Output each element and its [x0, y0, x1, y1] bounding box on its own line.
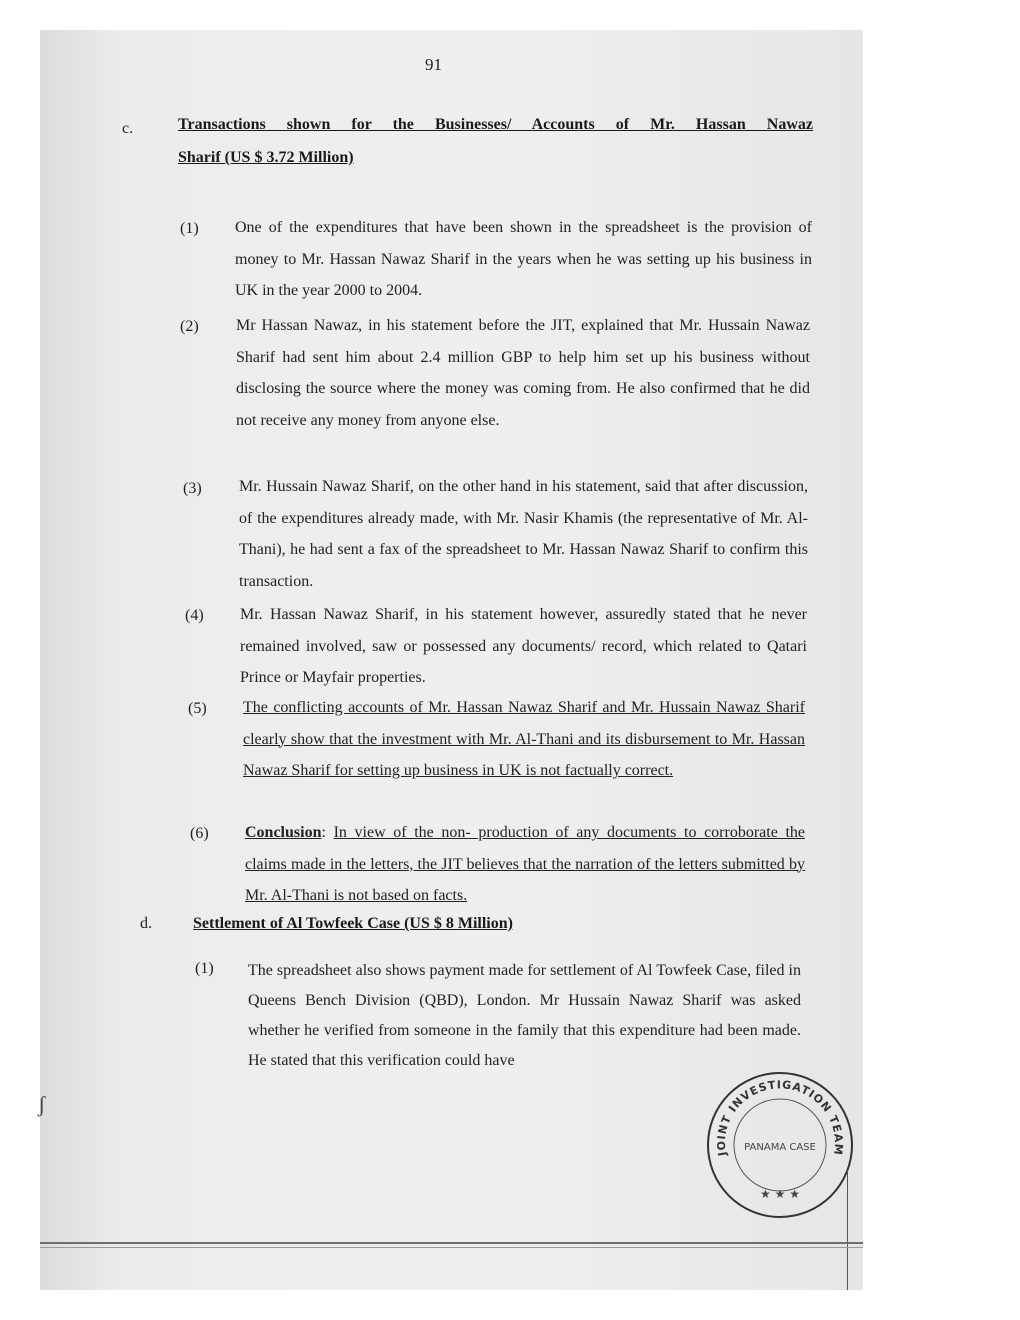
- item-c1-text: One of the expenditures that have been shown in the spreadsheet is the provision of money to Mr. Hassan Nawaz Sharif in the years when he was setting up his business in UK in the year 2000 to 2004.: [235, 219, 812, 299]
- conclusion-label: Conclusion: [245, 824, 322, 841]
- item-c2-text: Mr Hassan Nawaz, in his statement before the JIT, explained that Mr. Hussain Nawaz Sharif had sent him about 2.4 million GBP to help him set up his business without disclosing the source where the money was coming from. He also confirmed that he did not receive any money from anyone else.: [236, 317, 810, 429]
- item-c4-number: (4): [185, 607, 204, 624]
- item-c6-text: Conclusion: In view of the non- production of any documents to corroborate the claims made in the letters, the JIT believes that the narration of the letters submitted by Mr. Al-Thani is not based on facts.: [245, 824, 805, 904]
- item-c5-text: The conflicting accounts of Mr. Hassan Nawaz Sharif and Mr. Hussain Nawaz Sharif clearly show that the investment with Mr. Al-Thani and its disbursement to Mr. Hassan Nawaz Sharif for setting up business in UK is not factually correct.: [243, 699, 805, 779]
- section-c-title-line2: Sharif (US $ 3.72 Million): [178, 149, 354, 166]
- page-number: 91: [425, 55, 442, 74]
- item-c3-text: Mr. Hussain Nawaz Sharif, on the other hand in his statement, said that after discussion, of the expenditures already made, with Mr. Nasir Khamis (the representative of Mr. Al-Thani), he had sent a fax of the spreadsheet to Mr. Hassan Nawaz Sharif to confirm this transaction.: [239, 478, 808, 590]
- item-c6-number: (6): [190, 825, 209, 842]
- section-d-letter: d.: [140, 915, 152, 932]
- section-c-letter: c.: [122, 120, 134, 137]
- item-c5-number: (5): [188, 700, 207, 717]
- conclusion-body: In view of the non- production of any documents to corroborate the claims made in the letters, the JIT believes that the narration of the letters submitted by Mr. Al-Thani is not based on facts.: [245, 824, 805, 904]
- stamp-arc-text: JOINT INVESTIGATION TEAM: [714, 1078, 846, 1158]
- item-d1-number: (1): [195, 960, 214, 977]
- section-d-title: Settlement of Al Towfeek Case (US $ 8 Million): [193, 915, 513, 932]
- item-d1-text: The spreadsheet also shows payment made for settlement of Al Towfeek Case, filed in Queens Bench Division (QBD), London. Mr Hussain Nawaz Sharif was asked whether he verified from someone in the family that this expenditure had been made. He stated that this verification could have: [248, 962, 801, 1069]
- margin-mark: ʃ: [38, 1092, 46, 1117]
- item-c4-text: Mr. Hassan Nawaz Sharif, in his statement however, assuredly stated that he never remained involved, saw or possessed any documents/ record, which related to Qatari Prince or Mayfair properties.: [240, 606, 807, 686]
- item-c2-number: (2): [180, 318, 199, 335]
- stamp-stars: ★ ★ ★: [760, 1187, 800, 1201]
- item-c1-number: (1): [180, 220, 199, 237]
- jit-stamp: [705, 1070, 855, 1220]
- section-c-title-line1: Transactions shown for the Businesses/ Accounts of Mr. Hassan Nawaz: [178, 116, 813, 133]
- stamp-center-text: PANAMA CASE: [744, 1142, 816, 1153]
- bottom-rule: [40, 1242, 863, 1244]
- item-c3-number: (3): [183, 480, 202, 497]
- document-page: [40, 30, 863, 1290]
- page-edge-line: [847, 1170, 848, 1290]
- bottom-rule-shadow: [40, 1247, 863, 1248]
